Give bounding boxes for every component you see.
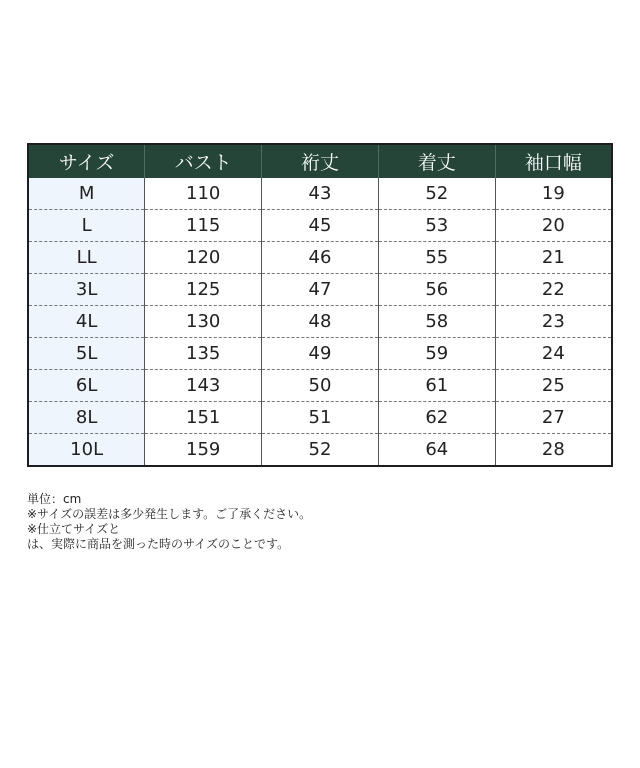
size-chart-table	[27, 143, 613, 467]
table-row	[28, 402, 612, 434]
body-length-cell: 58	[378, 306, 495, 338]
bust-cell: 120	[145, 242, 262, 274]
cuff-width-cell: 28	[495, 434, 612, 467]
body-length-cell: 55	[378, 242, 495, 274]
bust-cell: 125	[145, 274, 262, 306]
sleeve-length-cell: 45	[262, 210, 379, 242]
sleeve-length-cell: 43	[262, 178, 379, 210]
body-length-cell: 64	[378, 434, 495, 467]
tailoring-note: ※仕立てサイズと	[27, 522, 121, 536]
body-length-cell: 61	[378, 370, 495, 402]
size-cell: M	[28, 178, 145, 210]
measurement-note: は、実際に商品を測った時のサイズのことです。	[27, 537, 290, 551]
sleeve-length-cell: 48	[262, 306, 379, 338]
table-row	[28, 338, 612, 370]
cuff-width-cell: 20	[495, 210, 612, 242]
bust-cell: 151	[145, 402, 262, 434]
table-row	[28, 434, 612, 467]
unit-note: 単位：cm	[27, 492, 82, 506]
table-row	[28, 210, 612, 242]
body-length-cell: 59	[378, 338, 495, 370]
cuff-width-cell: 27	[495, 402, 612, 434]
sleeve-length-cell: 51	[262, 402, 379, 434]
table-row	[28, 274, 612, 306]
size-cell: 10L	[28, 434, 145, 467]
cuff-width-cell: 21	[495, 242, 612, 274]
sleeve-length-cell: 49	[262, 338, 379, 370]
size-cell: 8L	[28, 402, 145, 434]
header-sleeve-length: 裄丈	[262, 144, 379, 178]
cuff-width-cell: 19	[495, 178, 612, 210]
body-length-cell: 53	[378, 210, 495, 242]
size-cell: 5L	[28, 338, 145, 370]
sleeve-length-cell: 47	[262, 274, 379, 306]
size-cell: 4L	[28, 306, 145, 338]
tolerance-note: ※サイズの誤差は多少発生します。ご了承ください。	[27, 507, 312, 521]
sleeve-length-cell: 52	[262, 434, 379, 467]
size-notes	[27, 492, 607, 552]
table-row	[28, 306, 612, 338]
table-row	[28, 178, 612, 210]
sleeve-length-cell: 46	[262, 242, 379, 274]
table-header-row	[28, 144, 612, 178]
size-cell: 6L	[28, 370, 145, 402]
header-bust: バスト	[145, 144, 262, 178]
cuff-width-cell: 24	[495, 338, 612, 370]
size-cell: LL	[28, 242, 145, 274]
sleeve-length-cell: 50	[262, 370, 379, 402]
size-cell: L	[28, 210, 145, 242]
body-length-cell: 52	[378, 178, 495, 210]
bust-cell: 159	[145, 434, 262, 467]
cuff-width-cell: 25	[495, 370, 612, 402]
bust-cell: 135	[145, 338, 262, 370]
bust-cell: 110	[145, 178, 262, 210]
cuff-width-cell: 22	[495, 274, 612, 306]
size-cell: 3L	[28, 274, 145, 306]
header-body-length: 着丈	[378, 144, 495, 178]
body-length-cell: 56	[378, 274, 495, 306]
header-size: サイズ	[28, 144, 145, 178]
bust-cell: 143	[145, 370, 262, 402]
bust-cell: 115	[145, 210, 262, 242]
cuff-width-cell: 23	[495, 306, 612, 338]
table-row	[28, 370, 612, 402]
bust-cell: 130	[145, 306, 262, 338]
table-row	[28, 242, 612, 274]
header-cuff-width: 袖口幅	[495, 144, 612, 178]
body-length-cell: 62	[378, 402, 495, 434]
